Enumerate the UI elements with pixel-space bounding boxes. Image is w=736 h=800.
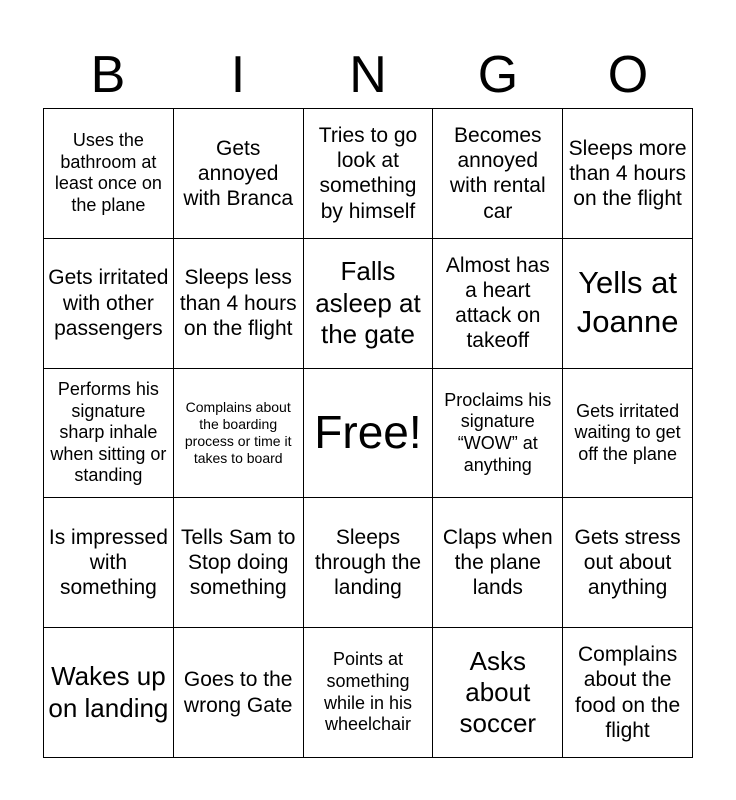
bingo-cell[interactable] — [174, 628, 304, 758]
header-letter-n: N — [349, 46, 387, 104]
bingo-cell[interactable] — [304, 109, 434, 239]
cell-text: Is impressed with something — [48, 526, 168, 600]
bingo-cell[interactable] — [433, 369, 563, 499]
header-letter-g: G — [477, 46, 519, 104]
header-letter-i: I — [230, 46, 246, 104]
cell-text: Becomes annoyed with rental car — [449, 124, 546, 223]
cell-text: Points at something while in his wheelchair — [323, 649, 413, 735]
bingo-cell[interactable] — [44, 109, 174, 239]
cell-text: Wakes up on landing — [48, 661, 169, 723]
bingo-cell[interactable] — [433, 109, 563, 239]
cell-text: Gets stress out about anything — [574, 526, 681, 600]
bingo-cell[interactable] — [433, 239, 563, 369]
bingo-cell[interactable] — [44, 239, 174, 369]
cell-text: Uses the bathroom at least once on the plane — [54, 130, 162, 215]
cell-text: Sleeps less than 4 hours on the flight — [179, 266, 297, 340]
bingo-cell[interactable] — [44, 628, 174, 758]
bingo-cell[interactable] — [174, 239, 304, 369]
bingo-cell[interactable] — [563, 498, 693, 628]
bingo-cell[interactable] — [563, 109, 693, 239]
header-letter-o: O — [607, 46, 649, 104]
bingo-card — [43, 108, 693, 758]
cell-text: Goes to the wrong Gate — [183, 668, 293, 717]
bingo-cell[interactable] — [563, 239, 693, 369]
cell-text: Gets irritated with other passengers — [48, 266, 169, 340]
bingo-cell[interactable] — [44, 369, 174, 499]
bingo-cell[interactable] — [433, 628, 563, 758]
cell-text: Proclaims his signature “WOW” at anything — [444, 389, 552, 475]
cell-text: Complains about the food on the flight — [575, 643, 681, 742]
header-letter-b: B — [90, 46, 126, 104]
bingo-cell[interactable] — [563, 628, 693, 758]
bingo-header — [43, 44, 693, 106]
bingo-cell[interactable] — [304, 628, 434, 758]
bingo-cell[interactable] — [174, 369, 304, 499]
bingo-cell[interactable] — [304, 498, 434, 628]
cell-text: Performs his signature sharp inhale when sitting or standing — [50, 379, 167, 486]
cell-text: Tells Sam to Stop doing something — [181, 526, 296, 600]
bingo-cell[interactable] — [304, 239, 434, 369]
bingo-cell[interactable] — [174, 109, 304, 239]
bingo-free-cell[interactable] — [304, 369, 434, 499]
bingo-cell[interactable] — [44, 498, 174, 628]
cell-text: Gets irritated waiting to get off the plane — [574, 400, 681, 464]
bingo-cell[interactable] — [433, 498, 563, 628]
cell-text: Complains about the boarding process or time it takes to board — [184, 399, 292, 466]
cell-text: Yells at Joanne — [576, 265, 679, 340]
bingo-cell[interactable] — [563, 369, 693, 499]
cell-text: Claps when the plane lands — [442, 526, 553, 600]
bingo-cell[interactable] — [174, 498, 304, 628]
cell-text: Gets annoyed with Branca — [183, 136, 294, 210]
cell-text: Sleeps more than 4 hours on the flight — [568, 136, 687, 210]
cell-text: Sleeps through the landing — [314, 526, 422, 600]
cell-text: Tries to go look at something by himself — [318, 124, 418, 223]
cell-text: Asks about soccer — [459, 645, 537, 739]
cell-text: Falls asleep at the gate — [315, 256, 421, 349]
free-text: Free! — [314, 406, 422, 459]
cell-text: Almost has a heart attack on takeoff — [445, 253, 550, 353]
